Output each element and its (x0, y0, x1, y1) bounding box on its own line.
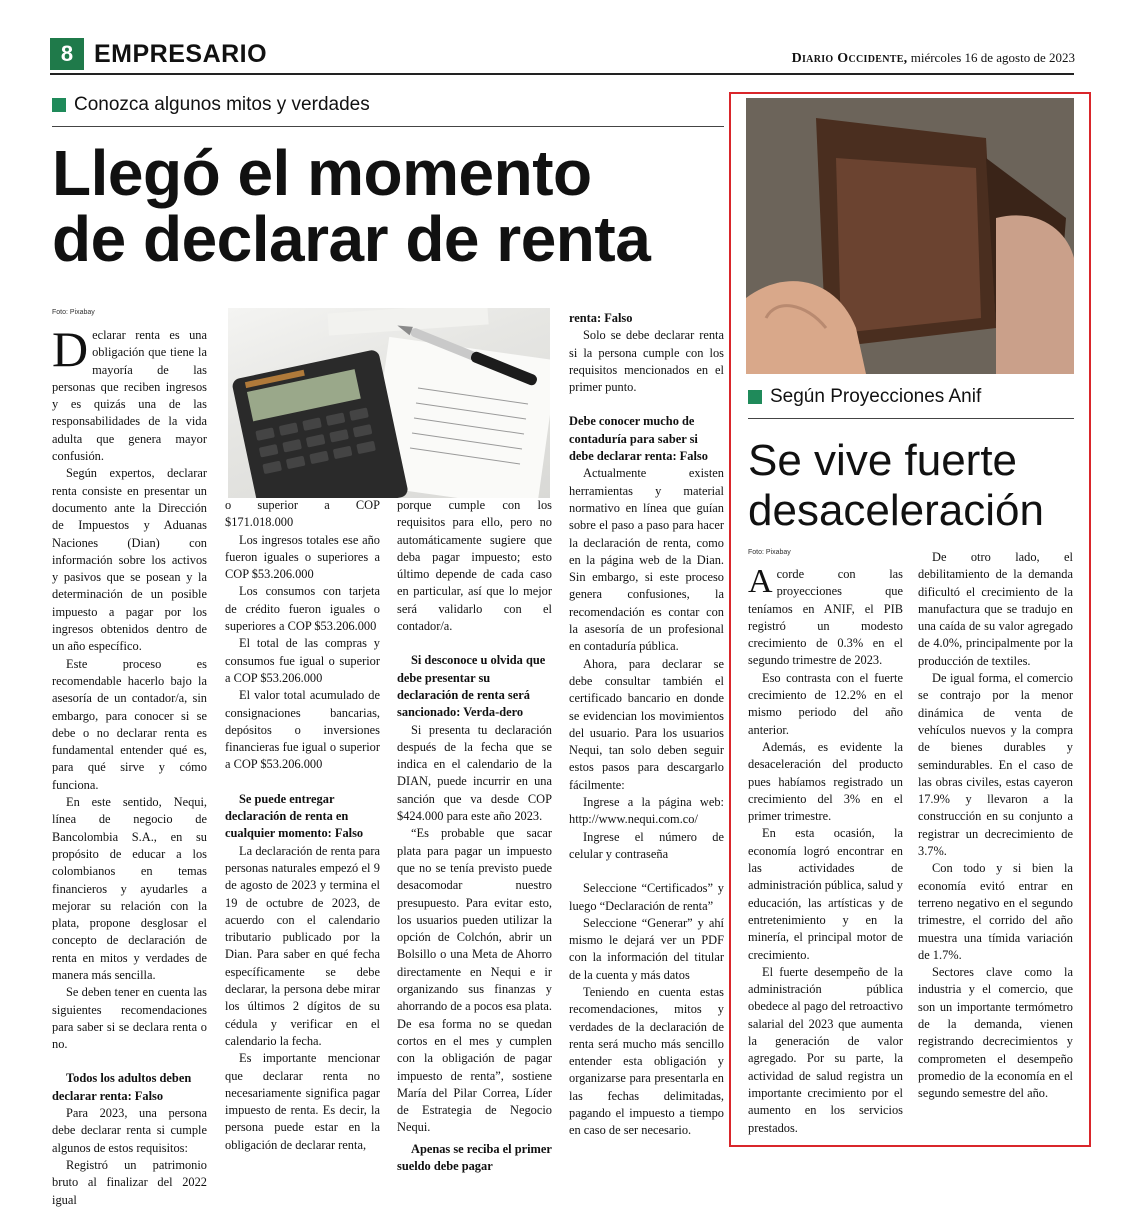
article-paragraph: Ingrese a la página web: http://www.nequi.com.co/ (569, 795, 724, 827)
article-paragraph: Eso contrasta con el fuerte crecimiento de 12.2% en el mismo periodo del año anterior. (748, 670, 903, 737)
side-kicker-text: Según Proyecciones Anif (770, 386, 982, 407)
calculator-illustration (228, 308, 550, 498)
article-paragraph: En esta ocasión, la economía logró encontrar en las actividades de administración pública, salud y educación, las artísticas y de entretenimiento y en la minería, el principal motor de crecimiento. (748, 826, 903, 962)
subheading: Todos los adultos deben declarar renta: Falso (52, 1071, 192, 1103)
section-title: EMPRESARIO (94, 40, 268, 68)
green-square-bullet-icon (748, 390, 762, 404)
main-headline (52, 137, 732, 275)
article-paragraph-text: eclarar renta es una obligación que tiene la mayoría de las personas que reciben ingresos y es quizás una de las responsabilidades de la vida adulta que genera mayor confusión. (52, 328, 207, 464)
article-paragraph: El total de las compras y consumos fue igual o superior a COP $53.206.000 (225, 636, 380, 685)
article-paragraph: En este sentido, Nequi, línea de negocio de Bancolombia S.A., en su propósito de educar a los colombianos en temas financieros y ayudarles a mejorar su relación con la plata, propone desglosar el concepto de declaración de renta en mitos y verdades de manera más sencilla. (52, 795, 207, 982)
article-paragraph: Los ingresos totales ese año fueron iguales o superiores a COP $53.206.000 (225, 532, 380, 582)
main-photo-credit: Foto: Pixabay (52, 309, 95, 316)
main-column-1 (52, 321, 207, 1209)
article-paragraph: o superior a COP $171.018.000 (225, 498, 380, 530)
article-paragraph (748, 563, 903, 670)
subheading: Si desconoce u olvida que debe presentar su declaración de renta será sancionado: Verda-dero (397, 653, 546, 720)
article-paragraph: El valor total acumulado de consignaciones bancarias, depósitos o inversiones financieras fue igual o superior a COP $53.206.000 (225, 688, 380, 772)
article-paragraph: Actualmente existen herramientas y material normativo en línea que guían sobre el paso a paso para hacer la declaración de renta, como en la página web de la Dian. Sin embargo, si este proceso genera confusiones, la recomendación es contar con la asesoría de un profesional en contaduría pública. (569, 466, 724, 654)
calculator-photo (228, 308, 550, 498)
kicker-rule (52, 126, 724, 127)
subheading: Se puede entregar declaración de renta en cualquier momento: Falso (225, 791, 364, 841)
article-paragraph: La declaración de renta para personas naturales empezó el 9 de agosto de 2023 y termina el 19 de octubre de 2023, de acuerdo con el calendario tributario publicado por la Dian. Para saber en qué fecha específicamente se debe declarar, la persona debe mirar los últimos 2 dígitos de su cédula y verificar en el calendario la fecha. (225, 843, 380, 1048)
article-paragraph: Solo se debe declarar renta si la persona cumple con los requisitos mencionados en el primer punto. (569, 328, 724, 395)
main-kicker-text: Conozca algunos mitos y verdades (74, 94, 370, 115)
side-headline-line2: desaceleración (748, 486, 1044, 535)
drop-cap: A (748, 563, 773, 600)
article-paragraph: Con todo y si bien la economía evitó entrar en terreno negativo en el segundo trimestre, el corrido del año muestra una tímida variación de 1.7%. (918, 861, 1073, 962)
article-paragraph: porque cumple con los requisitos para ello, pero no automáticamente sugiere que deba pagar impuesto; esto último depende de cada caso en particular, así que lo mejor será validarlo con el contador/a. (397, 498, 552, 634)
main-headline-line2: de declarar de renta (52, 203, 651, 275)
drop-cap: D (52, 321, 89, 377)
article-paragraph: Los consumos con tarjeta de crédito fueron iguales o superiores a COP $53.206.000 (225, 584, 380, 634)
main-column-3 (397, 497, 552, 1175)
article-paragraph: De igual forma, el comercio se contrajo por la menor dinámica de venta de vehículos nuevos y la compra de bienes durables y semindurables. En el caso de las obras civiles, estas cayeron 17.9% y llevaron a la construcción en su conjunto a registrar un decrecimiento de 3.7%. (918, 671, 1073, 859)
subheading: Apenas se reciba el primer sueldo debe pagar (397, 1141, 552, 1173)
main-column-4 (569, 310, 724, 1140)
main-headline-line1: Llegó el momento (52, 137, 592, 209)
issue-date: miércoles 16 de agosto de 2023 (910, 50, 1075, 65)
article-paragraph: Seleccione “Certificados” y luego “Declaración de renta” (569, 881, 724, 913)
side-headline-line1: Se vive fuerte (748, 436, 1018, 485)
subheading: renta: Falso (569, 311, 633, 325)
article-paragraph: Ingrese el número de celular y contraseña (569, 829, 724, 861)
page-number: 8 (50, 38, 84, 70)
header-rule (50, 73, 1074, 75)
paper-name: Diario Occidente, (791, 51, 908, 66)
side-headline (748, 436, 1078, 536)
article-paragraph: Según expertos, declarar renta consiste en presentar un documento ante la Dirección de Impuestos y Aduanas Naciones (Dian) con información sobre los activos y pasivos que se posean y la determinación de un posible impuesto a pagar por los ingresos obtenidos dentro de un año específico. (52, 466, 207, 654)
wallet-photo (746, 98, 1074, 374)
article-paragraph: Este proceso es recomendable hacerlo bajo la asesoría de un contador/a, sin embargo, para conocer si se debe o no declarar renta es fundamental entender qué es, para qué sirve y cómo funciona. (52, 656, 207, 792)
article-paragraph: “Es probable que sacar plata para pagar un impuesto que no se tenía previsto puede desacomodar nuestro presupuesto. Para evitar esto, los usuarios pueden utilizar la opción de Colchón, abrir un Bolsillo o una Meta de Ahorro directamente en Nequi e ir organizando sus finanzas y ahorrando de a pocos esa plata. De esa forma no se quedan cortos en el mes y cumplen con la obligación de pagar impuesto de renta”, sostiene María del Pilar Correa, Líder de Estrategia de Negocio Nequi. (397, 826, 552, 1135)
side-kicker-rule (748, 418, 1074, 419)
side-kicker (748, 386, 981, 408)
side-column-2 (918, 549, 1073, 1103)
article-paragraph: De otro lado, el debilitamiento de la demanda dificultó el crecimiento de la manufactura que se tradujo en una caída de su valor agregado de 4.0%, principalmente por la producción de textiles. (918, 550, 1073, 668)
article-paragraph: Registró un patrimonio bruto al finalizar del 2022 igual (52, 1157, 207, 1207)
article-paragraph-text: corde con las proyecciones que teníamos en ANIF, el PIB registró un modesto crecimiento de 0.3% en el segundo trimestre de 2023. (748, 567, 903, 668)
main-kicker (52, 94, 370, 116)
article-paragraph: Se deben tener en cuenta las siguientes recomendaciones para saber si se declara renta o no. (52, 985, 207, 1052)
green-square-bullet-icon (52, 98, 66, 112)
side-photo-credit: Foto: Pixabay (748, 549, 791, 556)
article-paragraph: Ahora, para declarar se debe consultar también el certificado bancario en donde se evidencian los movimientos del usuario. Para los usuarios Nequi, tan solo deben seguir estos pasos para descargarlo fácilmente: (569, 656, 724, 792)
article-paragraph: Es importante mencionar que declarar renta no necesariamente significa pagar impuesto de renta. Es decir, la persona puede estar en la obligación de declarar renta, (225, 1051, 380, 1152)
subheading: Debe conocer mucho de contaduría para saber si debe declarar renta: Falso (569, 414, 708, 464)
article-paragraph: Para 2023, una persona debe declarar renta si cumple algunos de estos requisitos: (52, 1106, 207, 1155)
article-paragraph: Sectores clave como la industria y el comercio, que son un importante termómetro de la demanda, vienen registrando decrecimientos y comprometen el desempeño promedio de la economía en el segundo semestre del año. (918, 965, 1073, 1101)
article-paragraph: Teniendo en cuenta estas recomendaciones, mitos y verdades de la declaración de renta será mucho más sencillo entender esta obligación y organizarse para presentarla en las fechas delimitadas, pagando el impuesto a tiempo en caso de ser necesario. (569, 984, 724, 1138)
wallet-illustration (746, 98, 1074, 374)
article-paragraph: Si presenta tu declaración después de la fecha que se indica en el calendario de la DIAN, puede incurrir en una sanción que va desde COP $424.000 para este año 2023. (397, 722, 552, 824)
article-paragraph: Seleccione “Generar” y ahí mismo le dejará ver un PDF con la información del titular de la cuenta y más datos (569, 915, 724, 982)
masthead (792, 50, 1075, 67)
article-paragraph: Además, es evidente la desaceleración del producto pues habíamos registrado un crecimiento del 3% en el primer trimestre. (748, 739, 903, 824)
article-paragraph: El fuerte desempeño de la administración pública obedece al pago del retroactivo salarial del 2023 que aumenta la generación de valor agregado. Por su parte, la actividad de salud registra un importante crecimiento por el aumento en los servicios prestados. (748, 964, 903, 1135)
side-column-1 (748, 563, 903, 1137)
main-column-2 (225, 497, 380, 1154)
article-paragraph (52, 321, 207, 465)
